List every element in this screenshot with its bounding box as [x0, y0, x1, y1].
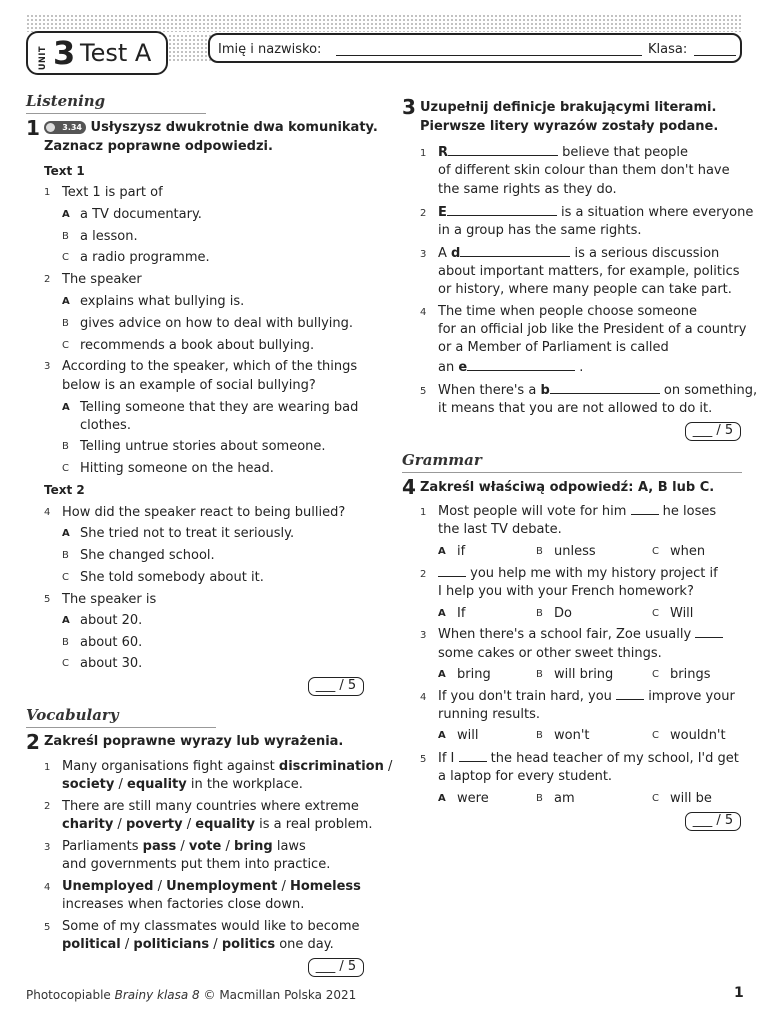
- answer-gap[interactable]: [448, 144, 558, 156]
- exercise-instruction: Pierwsze litery wyrazów zostały podane.: [420, 119, 719, 134]
- option-text: Telling untrue stories about someone.: [80, 439, 326, 454]
- definition-line: in a group has the same rights.: [438, 223, 642, 238]
- section-heading-listening: Listening: [26, 92, 106, 110]
- definition-line: it means that you are not allowed to do it.: [438, 401, 713, 416]
- option-letter[interactable]: B: [62, 550, 69, 561]
- section-heading-grammar: Grammar: [402, 451, 482, 469]
- question-line: When there's a school fair, Zoe usually: [438, 626, 723, 644]
- definition-line: When there's a b on something,: [438, 383, 758, 398]
- option-letter[interactable]: C: [62, 340, 69, 351]
- question-line: Most people will vote for him he loses: [438, 504, 717, 519]
- score-box[interactable]: ___ / 5: [685, 812, 741, 831]
- option-letter[interactable]: A: [62, 209, 70, 220]
- section-heading-vocabulary: Vocabulary: [26, 706, 119, 724]
- option-text: recommends a book about bullying.: [80, 338, 315, 353]
- exercise-number: 2: [26, 730, 40, 754]
- exercise-instruction: Zakreśl poprawne wyrazy lub wyrażenia.: [44, 734, 344, 749]
- name-field[interactable]: [336, 55, 642, 56]
- exercise-instruction: [44, 118, 378, 137]
- answer-gap[interactable]: [631, 503, 659, 515]
- option-text: am: [554, 791, 575, 806]
- question-stem: The speaker: [62, 272, 142, 287]
- question-number: 2: [420, 208, 427, 219]
- option-text: were: [457, 791, 489, 806]
- unit-badge: [26, 31, 168, 75]
- unit-label: UNIT: [38, 45, 48, 71]
- text-label: Text 1: [44, 164, 85, 178]
- option-letter[interactable]: B: [62, 231, 69, 242]
- question-line: charity / poverty / equality is a real problem.: [62, 817, 373, 832]
- question-line: a laptop for every student.: [438, 769, 613, 784]
- exercise-number: 1: [26, 116, 40, 140]
- question-line: running results.: [438, 707, 540, 722]
- question-number: 2: [44, 274, 51, 285]
- option-letter[interactable]: A: [62, 615, 70, 626]
- option-letter[interactable]: A: [438, 793, 446, 804]
- name-label: Imię i nazwisko:: [218, 42, 322, 57]
- question-number: 5: [420, 386, 427, 397]
- option-text: If: [457, 606, 466, 621]
- class-label: Klasa:: [648, 42, 688, 57]
- option-letter[interactable]: B: [536, 730, 543, 741]
- option-letter[interactable]: C: [652, 669, 659, 680]
- option-text: clothes.: [80, 418, 131, 433]
- option-text: about 60.: [80, 635, 143, 650]
- answer-gap[interactable]: [616, 688, 644, 700]
- option-text: about 20.: [80, 613, 143, 628]
- option-letter[interactable]: B: [62, 441, 69, 452]
- question-line: Some of my classmates would like to become: [62, 919, 360, 934]
- question-stem: Text 1 is part of: [62, 185, 163, 200]
- option-text: if: [457, 544, 466, 559]
- question-line: If I the head teacher of my school, I'd get: [438, 751, 739, 766]
- definition-line: A d is a serious discussion: [438, 246, 720, 261]
- option-letter[interactable]: C: [62, 252, 69, 263]
- option-text: about 30.: [80, 656, 143, 671]
- answer-gap[interactable]: [438, 565, 466, 577]
- question-line: and governments put them into practice.: [62, 857, 331, 872]
- option-letter[interactable]: C: [62, 572, 69, 583]
- question-line: Many organisations fight against discrimination /: [62, 759, 393, 774]
- page-number: 1: [734, 985, 744, 1001]
- option-letter[interactable]: C: [652, 608, 659, 619]
- copyright-footer: Photocopiable Brainy klasa 8 © Macmillan Polska 2021: [26, 988, 357, 1002]
- question-stem: According to the speaker, which of the things: [62, 359, 358, 374]
- exercise-number: 4: [402, 475, 416, 499]
- answer-gap[interactable]: [459, 750, 487, 762]
- test-title: Test A: [80, 39, 152, 67]
- answer-gap[interactable]: [460, 245, 570, 257]
- option-letter[interactable]: B: [536, 608, 543, 619]
- question-number: 3: [44, 842, 51, 853]
- option-text: will bring: [554, 667, 614, 682]
- question-number: 4: [420, 307, 427, 318]
- class-field[interactable]: [694, 55, 736, 56]
- option-letter[interactable]: A: [438, 669, 446, 680]
- instruction-line: Zaznacz poprawne odpowiedzi.: [44, 139, 273, 154]
- option-text: She changed school.: [80, 548, 215, 563]
- definition-line: the same rights as they do.: [438, 182, 617, 197]
- option-text: will be: [670, 791, 712, 806]
- section-rule: [26, 113, 206, 114]
- option-letter[interactable]: A: [62, 296, 70, 307]
- option-letter[interactable]: C: [62, 658, 69, 669]
- answer-gap[interactable]: [550, 382, 660, 394]
- text-label: Text 2: [44, 483, 85, 497]
- answer-gap[interactable]: [695, 626, 723, 638]
- question-number: 5: [420, 754, 427, 765]
- question-line: society / equality in the workplace.: [62, 777, 303, 792]
- option-letter[interactable]: B: [62, 637, 69, 648]
- option-letter[interactable]: A: [438, 546, 446, 557]
- question-number: 1: [420, 507, 427, 518]
- option-text: explains what bullying is.: [80, 294, 245, 309]
- option-letter[interactable]: B: [62, 318, 69, 329]
- definition-line: an e .: [438, 360, 584, 375]
- question-number: 3: [44, 361, 51, 372]
- option-text: wouldn't: [670, 728, 726, 743]
- question-number: 3: [420, 249, 427, 260]
- definition-line: for an official job like the President of a country: [438, 322, 747, 337]
- option-text: Will: [670, 606, 694, 621]
- option-letter[interactable]: A: [62, 402, 70, 413]
- question-number: 1: [420, 148, 427, 159]
- question-number: 3: [420, 630, 427, 641]
- exercise-number: 3: [402, 95, 416, 119]
- score-box[interactable]: ___ / 5: [308, 958, 364, 977]
- option-text: She told somebody about it.: [80, 570, 264, 585]
- option-text: a lesson.: [80, 229, 138, 244]
- question-stem: The speaker is: [62, 592, 157, 607]
- question-number: 2: [420, 569, 427, 580]
- option-text: a TV documentary.: [80, 207, 202, 222]
- option-letter[interactable]: B: [536, 793, 543, 804]
- dotted-band: [26, 14, 742, 32]
- score-box[interactable]: ___ / 5: [308, 677, 364, 696]
- unit-number: 3: [53, 34, 76, 72]
- student-info-box: [208, 33, 742, 63]
- option-letter[interactable]: B: [536, 669, 543, 680]
- option-letter[interactable]: C: [652, 730, 659, 741]
- option-letter[interactable]: B: [536, 546, 543, 557]
- option-letter[interactable]: C: [652, 793, 659, 804]
- option-text: when: [670, 544, 706, 559]
- question-line: some cakes or other sweet things.: [438, 646, 662, 661]
- question-number: 1: [44, 187, 51, 198]
- question-stem: How did the speaker react to being bullied?: [62, 505, 346, 520]
- question-number: 4: [44, 882, 51, 893]
- question-number: 5: [44, 922, 51, 933]
- option-text: She tried not to treat it seriously.: [80, 526, 295, 541]
- definition-line: about important matters, for example, politics: [438, 264, 740, 279]
- definition-line: R believe that people: [438, 145, 689, 160]
- option-text: Do: [554, 606, 572, 621]
- instruction-line: Usłyszysz dwukrotnie dwa komunikaty.: [90, 120, 378, 135]
- section-rule: [402, 472, 742, 473]
- question-number: 2: [44, 801, 51, 812]
- definition-line: E is a situation where everyone: [438, 205, 754, 220]
- question-line: political / politicians / politics one day.: [62, 937, 334, 952]
- question-line: increases when factories close down.: [62, 897, 305, 912]
- option-letter[interactable]: A: [62, 528, 70, 539]
- option-letter[interactable]: A: [438, 730, 446, 741]
- option-text: bring: [457, 667, 491, 682]
- question-line: the last TV debate.: [438, 522, 562, 537]
- question-number: 1: [44, 762, 51, 773]
- option-text: will: [457, 728, 479, 743]
- option-text: won't: [554, 728, 590, 743]
- option-text: brings: [670, 667, 711, 682]
- definition-line: The time when people choose someone: [438, 304, 698, 319]
- option-letter[interactable]: C: [652, 546, 659, 557]
- option-text: a radio programme.: [80, 250, 210, 265]
- option-text: gives advice on how to deal with bullying.: [80, 316, 354, 331]
- exercise-instruction: Zakreśl właściwą odpowiedź: A, B lub C.: [420, 480, 715, 495]
- score-box[interactable]: ___ / 5: [685, 422, 741, 441]
- question-line: I help you with your French homework?: [438, 584, 694, 599]
- question-stem: below is an example of social bullying?: [62, 378, 316, 393]
- question-number: 5: [44, 594, 51, 605]
- question-number: 4: [44, 507, 51, 518]
- option-letter[interactable]: C: [62, 463, 69, 474]
- answer-gap[interactable]: [447, 204, 557, 216]
- question-line: Unemployed / Unemployment / Homeless: [62, 879, 361, 894]
- question-line: If you don't train hard, you improve your: [438, 689, 735, 704]
- question-line: Parliaments pass / vote / bring laws: [62, 839, 306, 854]
- audio-track-icon[interactable]: 3.34: [44, 121, 86, 134]
- section-rule: [26, 727, 216, 728]
- option-text: Hitting someone on the head.: [80, 461, 274, 476]
- option-text: Telling someone that they are wearing bad: [80, 400, 359, 415]
- option-text: unless: [554, 544, 596, 559]
- question-line: you help me with my history project if: [438, 565, 718, 583]
- definition-line: or history, where many people can take part.: [438, 282, 732, 297]
- exercise-instruction: Uzupełnij definicje brakującymi literami.: [420, 100, 717, 115]
- option-letter[interactable]: A: [438, 608, 446, 619]
- answer-gap[interactable]: [467, 359, 575, 371]
- definition-line: or a Member of Parliament is called: [438, 340, 669, 355]
- question-number: 4: [420, 692, 427, 703]
- definition-line: of different skin colour than them don't have: [438, 163, 730, 178]
- question-line: There are still many countries where extreme: [62, 799, 359, 814]
